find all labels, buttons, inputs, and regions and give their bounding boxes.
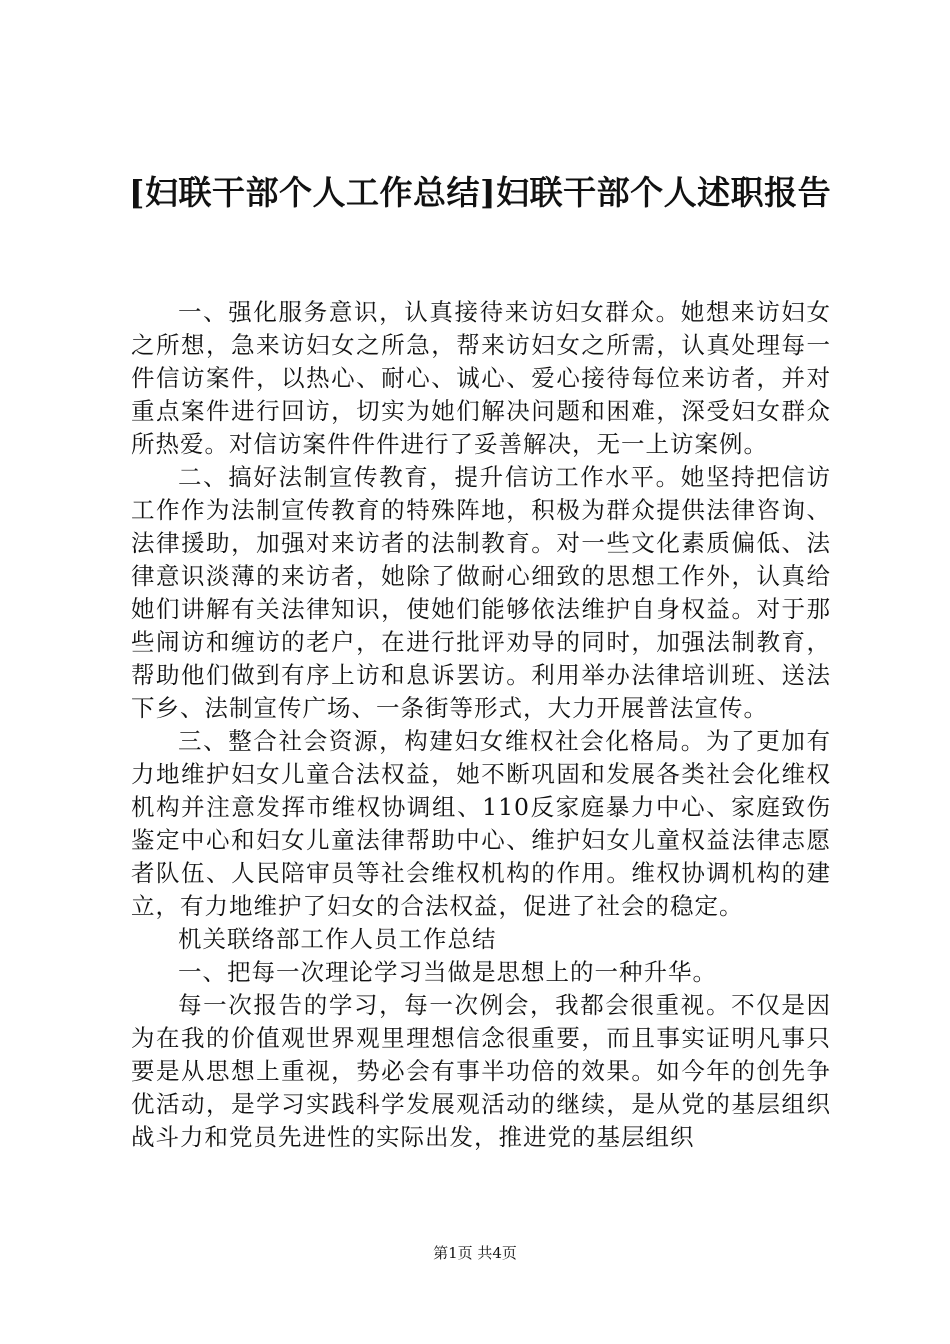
paragraph-5: 每一次报告的学习，每一次例会，我都会很重视。不仅是因为在我的价值观世界观里理想信念很重要，而且事实证明凡事只要是从思想上重视，势必会有事半功倍的效果。如今年的创先争优活动，是学习实践科学发展观活动的继续，是从党的基层组织战斗力和党员先进性的实际出发，推进党的基层组织 (131, 991, 831, 1151)
paragraph-1: 一、强化服务意识，认真接待来访妇女群众。她想来访妇女之所想，急来访妇女之所急，帮来访妇女之所需，认真处理每一件信访案件，以热心、耐心、诚心、爱心接待每位来访者，并对重点案件进行回访，切实为她们解决问题和困难，深受妇女群众所热爱。对信访案件件件进行了妥善解决，无一上访案例。 (131, 298, 831, 458)
paragraph-4: 一、把每一次理论学习当做是思想上的一种升华。 (178, 958, 717, 986)
document-body (131, 296, 831, 1154)
paragraph-3: 三、整合社会资源，构建妇女维权社会化格局。为了更加有力地维护妇女儿童合法权益，她不断巩固和发展各类社会化维权机构并注意发挥市维权协调组、110反家庭暴力中心、家庭致伤鉴定中心和妇女儿童法律帮助中心、维护妇女儿童权益法律志愿者队伍、人民陪审员等社会维权机构的作用。维权协调机构的建立，有力地维护了妇女的合法权益，促进了社会的稳定。 (131, 727, 831, 920)
page-footer: 第1页 共4页 (433, 1244, 517, 1262)
document-title: [妇联干部个人工作总结]妇联干部个人述职报告 (128, 173, 832, 212)
paragraph-2: 二、搞好法制宣传教育，提升信访工作水平。她坚持把信访工作作为法制宣传教育的特殊阵地，积极为群众提供法律咨询、法律援助，加强对来访者的法制教育。对一些文化素质偏低、法律意识淡薄的来访者，她除了做耐心细致的思想工作外，认真给她们讲解有关法律知识，使她们能够依法维护自身权益。对于那些闹访和缠访的老户，在进行批评劝导的同时，加强法制教育，帮助他们做到有序上访和息诉罢访。利用举办法律培训班、送法下乡、法制宣传广场、一条街等形式，大力开展普法宣传。 (131, 463, 831, 722)
section-heading: 机关联络部工作人员工作总结 (178, 925, 497, 953)
